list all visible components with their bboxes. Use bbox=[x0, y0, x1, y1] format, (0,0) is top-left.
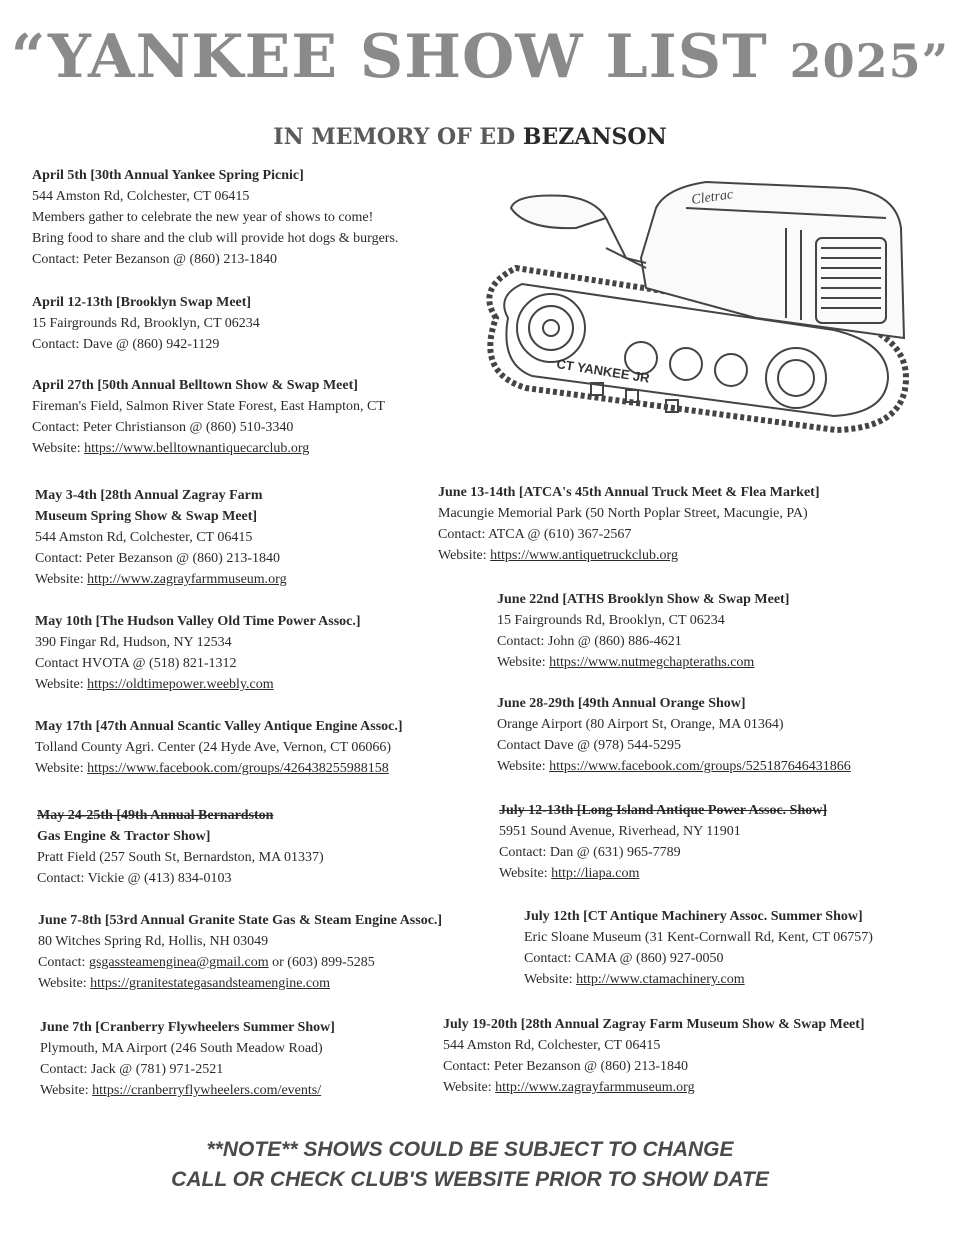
event-april-27 bbox=[32, 375, 385, 459]
event-heading: June 13-14th [ATCA's 45th Annual Truck Meet & Flea Market] bbox=[438, 485, 820, 500]
event-june-13 bbox=[438, 482, 819, 566]
website-link[interactable]: http://liapa.com bbox=[551, 866, 640, 881]
event-contact bbox=[38, 952, 442, 973]
event-address: Fireman's Field, Salmon River State Forest, East Hampton, CT bbox=[32, 399, 385, 414]
event-website-line bbox=[524, 969, 873, 990]
event-address: Orange Airport (80 Airport St, Orange, MA 01364) bbox=[497, 717, 784, 732]
event-contact: Contact: Peter Bezanson @ (860) 213-1840 bbox=[35, 551, 281, 566]
website-link[interactable]: https://granitestategasandsteamengine.com bbox=[90, 976, 331, 991]
event-contact: Contact: John @ (860) 886-4621 bbox=[497, 634, 682, 649]
event-contact: Contact Dave @ (978) 544-5295 bbox=[497, 738, 681, 753]
event-address: Tolland County Agri. Center (24 Hyde Ave, Vernon, CT 06066) bbox=[35, 740, 391, 755]
tractor-label: CT YANKEE JR bbox=[555, 356, 651, 386]
event-address: 80 Witches Spring Rd, Hollis, NH 03049 bbox=[38, 934, 269, 949]
event-contact: Contact: Peter Bezanson @ (860) 213-1840 bbox=[32, 252, 278, 267]
event-heading: June 7th [Cranberry Flywheelers Summer Show] bbox=[40, 1020, 335, 1035]
event-contact: Contact: CAMA @ (860) 927-0050 bbox=[524, 951, 724, 966]
memorial-prefix: IN MEMORY OF ED bbox=[273, 124, 523, 150]
event-heading: Gas Engine & Tractor Show] bbox=[37, 829, 211, 844]
event-july-12 bbox=[524, 906, 873, 990]
event-contact: Contact: Dan @ (631) 965-7789 bbox=[499, 845, 681, 860]
event-address: 15 Fairgrounds Rd, Brooklyn, CT 06234 bbox=[32, 316, 260, 331]
event-website-line bbox=[32, 438, 385, 459]
event-address: Macungie Memorial Park (50 North Poplar Street, Macungie, PA) bbox=[438, 506, 808, 521]
title-main: “YANKEE SHOW LIST bbox=[10, 22, 790, 92]
website-link[interactable]: https://cranberryflywheelers.com/events/ bbox=[92, 1083, 322, 1098]
event-website-line bbox=[497, 756, 851, 777]
note-line-1: **NOTE** SHOWS COULD BE SUBJECT TO CHANGE bbox=[206, 1138, 734, 1161]
event-address: 544 Amston Rd, Colchester, CT 06415 bbox=[32, 189, 250, 204]
website-label: Website: bbox=[497, 655, 550, 670]
website-link[interactable]: http://www.zagrayfarmmuseum.org bbox=[495, 1080, 695, 1095]
website-label: Website: bbox=[35, 677, 88, 692]
memorial-subtitle bbox=[0, 124, 940, 150]
website-label: Website: bbox=[443, 1080, 496, 1095]
event-june-7-8 bbox=[38, 910, 442, 994]
event-june-7 bbox=[40, 1017, 335, 1101]
event-may-10 bbox=[35, 611, 361, 695]
event-contact: Contact: ATCA @ (610) 367-2567 bbox=[438, 527, 632, 542]
event-heading: July 19-20th [28th Annual Zagray Farm Museum Show & Swap Meet] bbox=[443, 1017, 865, 1032]
event-address: 5951 Sound Avenue, Riverhead, NY 11901 bbox=[499, 824, 741, 839]
event-website-line bbox=[497, 652, 789, 673]
event-heading: April 12-13th [Brooklyn Swap Meet] bbox=[32, 295, 252, 310]
event-contact: Contact: Peter Christianson @ (860) 510-3340 bbox=[32, 420, 294, 435]
event-april-5 bbox=[32, 165, 398, 270]
event-description: Members gather to celebrate the new year of shows to come! bbox=[32, 210, 374, 225]
event-june-22 bbox=[497, 589, 789, 673]
title-year: 2025” bbox=[789, 34, 950, 88]
website-link[interactable]: https://www.nutmegchapteraths.com bbox=[549, 655, 755, 670]
website-label: Website: bbox=[35, 761, 88, 776]
event-may-17 bbox=[35, 716, 403, 779]
event-website-line bbox=[35, 569, 287, 590]
website-label: Website: bbox=[524, 972, 577, 987]
website-label: Website: bbox=[35, 572, 88, 587]
event-may-3 bbox=[35, 485, 287, 590]
tractor-badge: Cletrac bbox=[690, 187, 735, 208]
event-heading: May 10th [The Hudson Valley Old Time Power Assoc.] bbox=[35, 614, 361, 629]
event-description: Bring food to share and the club will provide hot dogs & burgers. bbox=[32, 231, 399, 246]
event-heading-cancelled: July 12-13th [Long Island Antique Power Assoc. Show] bbox=[499, 803, 828, 818]
event-july-12-13 bbox=[499, 800, 827, 884]
memorial-surname: BEZANSON bbox=[522, 124, 667, 150]
tractor-hood bbox=[641, 182, 904, 338]
website-link[interactable]: https://www.facebook.com/groups/426438255988158 bbox=[87, 761, 389, 776]
page-title bbox=[0, 22, 960, 92]
event-heading: Museum Spring Show & Swap Meet] bbox=[35, 509, 258, 524]
event-heading: May 17th [47th Annual Scantic Valley Antique Engine Assoc.] bbox=[35, 719, 403, 734]
tractor-seat bbox=[511, 196, 606, 229]
event-contact: Contact: Dave @ (860) 942-1129 bbox=[32, 337, 220, 352]
event-address: Eric Sloane Museum (31 Kent-Cornwall Rd, Kent, CT 06757) bbox=[524, 930, 873, 945]
website-link[interactable]: https://oldtimepower.weebly.com bbox=[87, 677, 274, 692]
event-contact: Contact: Peter Bezanson @ (860) 213-1840 bbox=[443, 1059, 689, 1074]
event-address: 15 Fairgrounds Rd, Brooklyn, CT 06234 bbox=[497, 613, 725, 628]
website-link[interactable]: https://www.antiquetruckclub.org bbox=[490, 548, 678, 563]
website-label: Website: bbox=[38, 976, 91, 991]
website-link[interactable]: https://www.belltownantiquecarclub.org bbox=[84, 441, 310, 456]
website-label: Website: bbox=[497, 759, 550, 774]
website-label: Website: bbox=[40, 1083, 93, 1098]
contact-phone: or (603) 899-5285 bbox=[268, 955, 375, 970]
event-heading: May 3-4th [28th Annual Zagray Farm bbox=[35, 488, 263, 503]
event-april-12 bbox=[32, 292, 260, 355]
event-june-28 bbox=[497, 693, 851, 777]
event-website-line bbox=[443, 1077, 865, 1098]
event-website-line bbox=[38, 973, 442, 994]
event-address: Plymouth, MA Airport (246 South Meadow Road) bbox=[40, 1041, 323, 1056]
event-website-line bbox=[35, 674, 361, 695]
event-heading: June 7-8th [53rd Annual Granite State Gas & Steam Engine Assoc.] bbox=[38, 913, 443, 928]
event-heading: April 5th [30th Annual Yankee Spring Picnic] bbox=[32, 168, 304, 183]
event-contact: Contact: Vickie @ (413) 834-0103 bbox=[37, 871, 232, 886]
website-link[interactable]: http://www.ctamachinery.com bbox=[576, 972, 745, 987]
event-address: 390 Fingar Rd, Hudson, NY 12534 bbox=[35, 635, 232, 650]
email-link[interactable]: gsgassteamenginea@gmail.com bbox=[88, 955, 269, 970]
event-heading: June 22nd [ATHS Brooklyn Show & Swap Meet] bbox=[497, 592, 790, 607]
event-website-line bbox=[35, 758, 403, 779]
event-heading: April 27th [50th Annual Belltown Show & Swap Meet] bbox=[32, 378, 358, 393]
event-contact: Contact HVOTA @ (518) 821-1312 bbox=[35, 656, 237, 671]
event-heading-cancelled: May 24-25th [49th Annual Bernardston bbox=[37, 808, 274, 823]
event-contact: Contact: Jack @ (781) 971-2521 bbox=[40, 1062, 224, 1077]
website-link[interactable]: http://www.zagrayfarmmuseum.org bbox=[87, 572, 287, 587]
event-website-line bbox=[40, 1080, 335, 1101]
note-line-2: CALL OR CHECK CLUB'S WEBSITE PRIOR TO SHOW DATE bbox=[171, 1168, 769, 1191]
website-link[interactable]: https://www.facebook.com/groups/525187646431866 bbox=[549, 759, 851, 774]
event-address: 544 Amston Rd, Colchester, CT 06415 bbox=[443, 1038, 661, 1053]
event-address: Pratt Field (257 South St, Bernardston, MA 01337) bbox=[37, 850, 324, 865]
website-label: Website: bbox=[499, 866, 552, 881]
event-may-24 bbox=[37, 805, 324, 889]
event-heading: June 28-29th [49th Annual Orange Show] bbox=[497, 696, 746, 711]
website-label: Website: bbox=[438, 548, 491, 563]
event-july-19 bbox=[443, 1014, 865, 1098]
event-website-line bbox=[499, 863, 827, 884]
event-address: 544 Amston Rd, Colchester, CT 06415 bbox=[35, 530, 253, 545]
contact-label: Contact: bbox=[38, 955, 89, 970]
event-heading: July 12th [CT Antique Machinery Assoc. Summer Show] bbox=[524, 909, 863, 924]
crawler-tractor-illustration bbox=[456, 168, 924, 468]
event-website-line bbox=[438, 545, 819, 566]
website-label: Website: bbox=[32, 441, 85, 456]
